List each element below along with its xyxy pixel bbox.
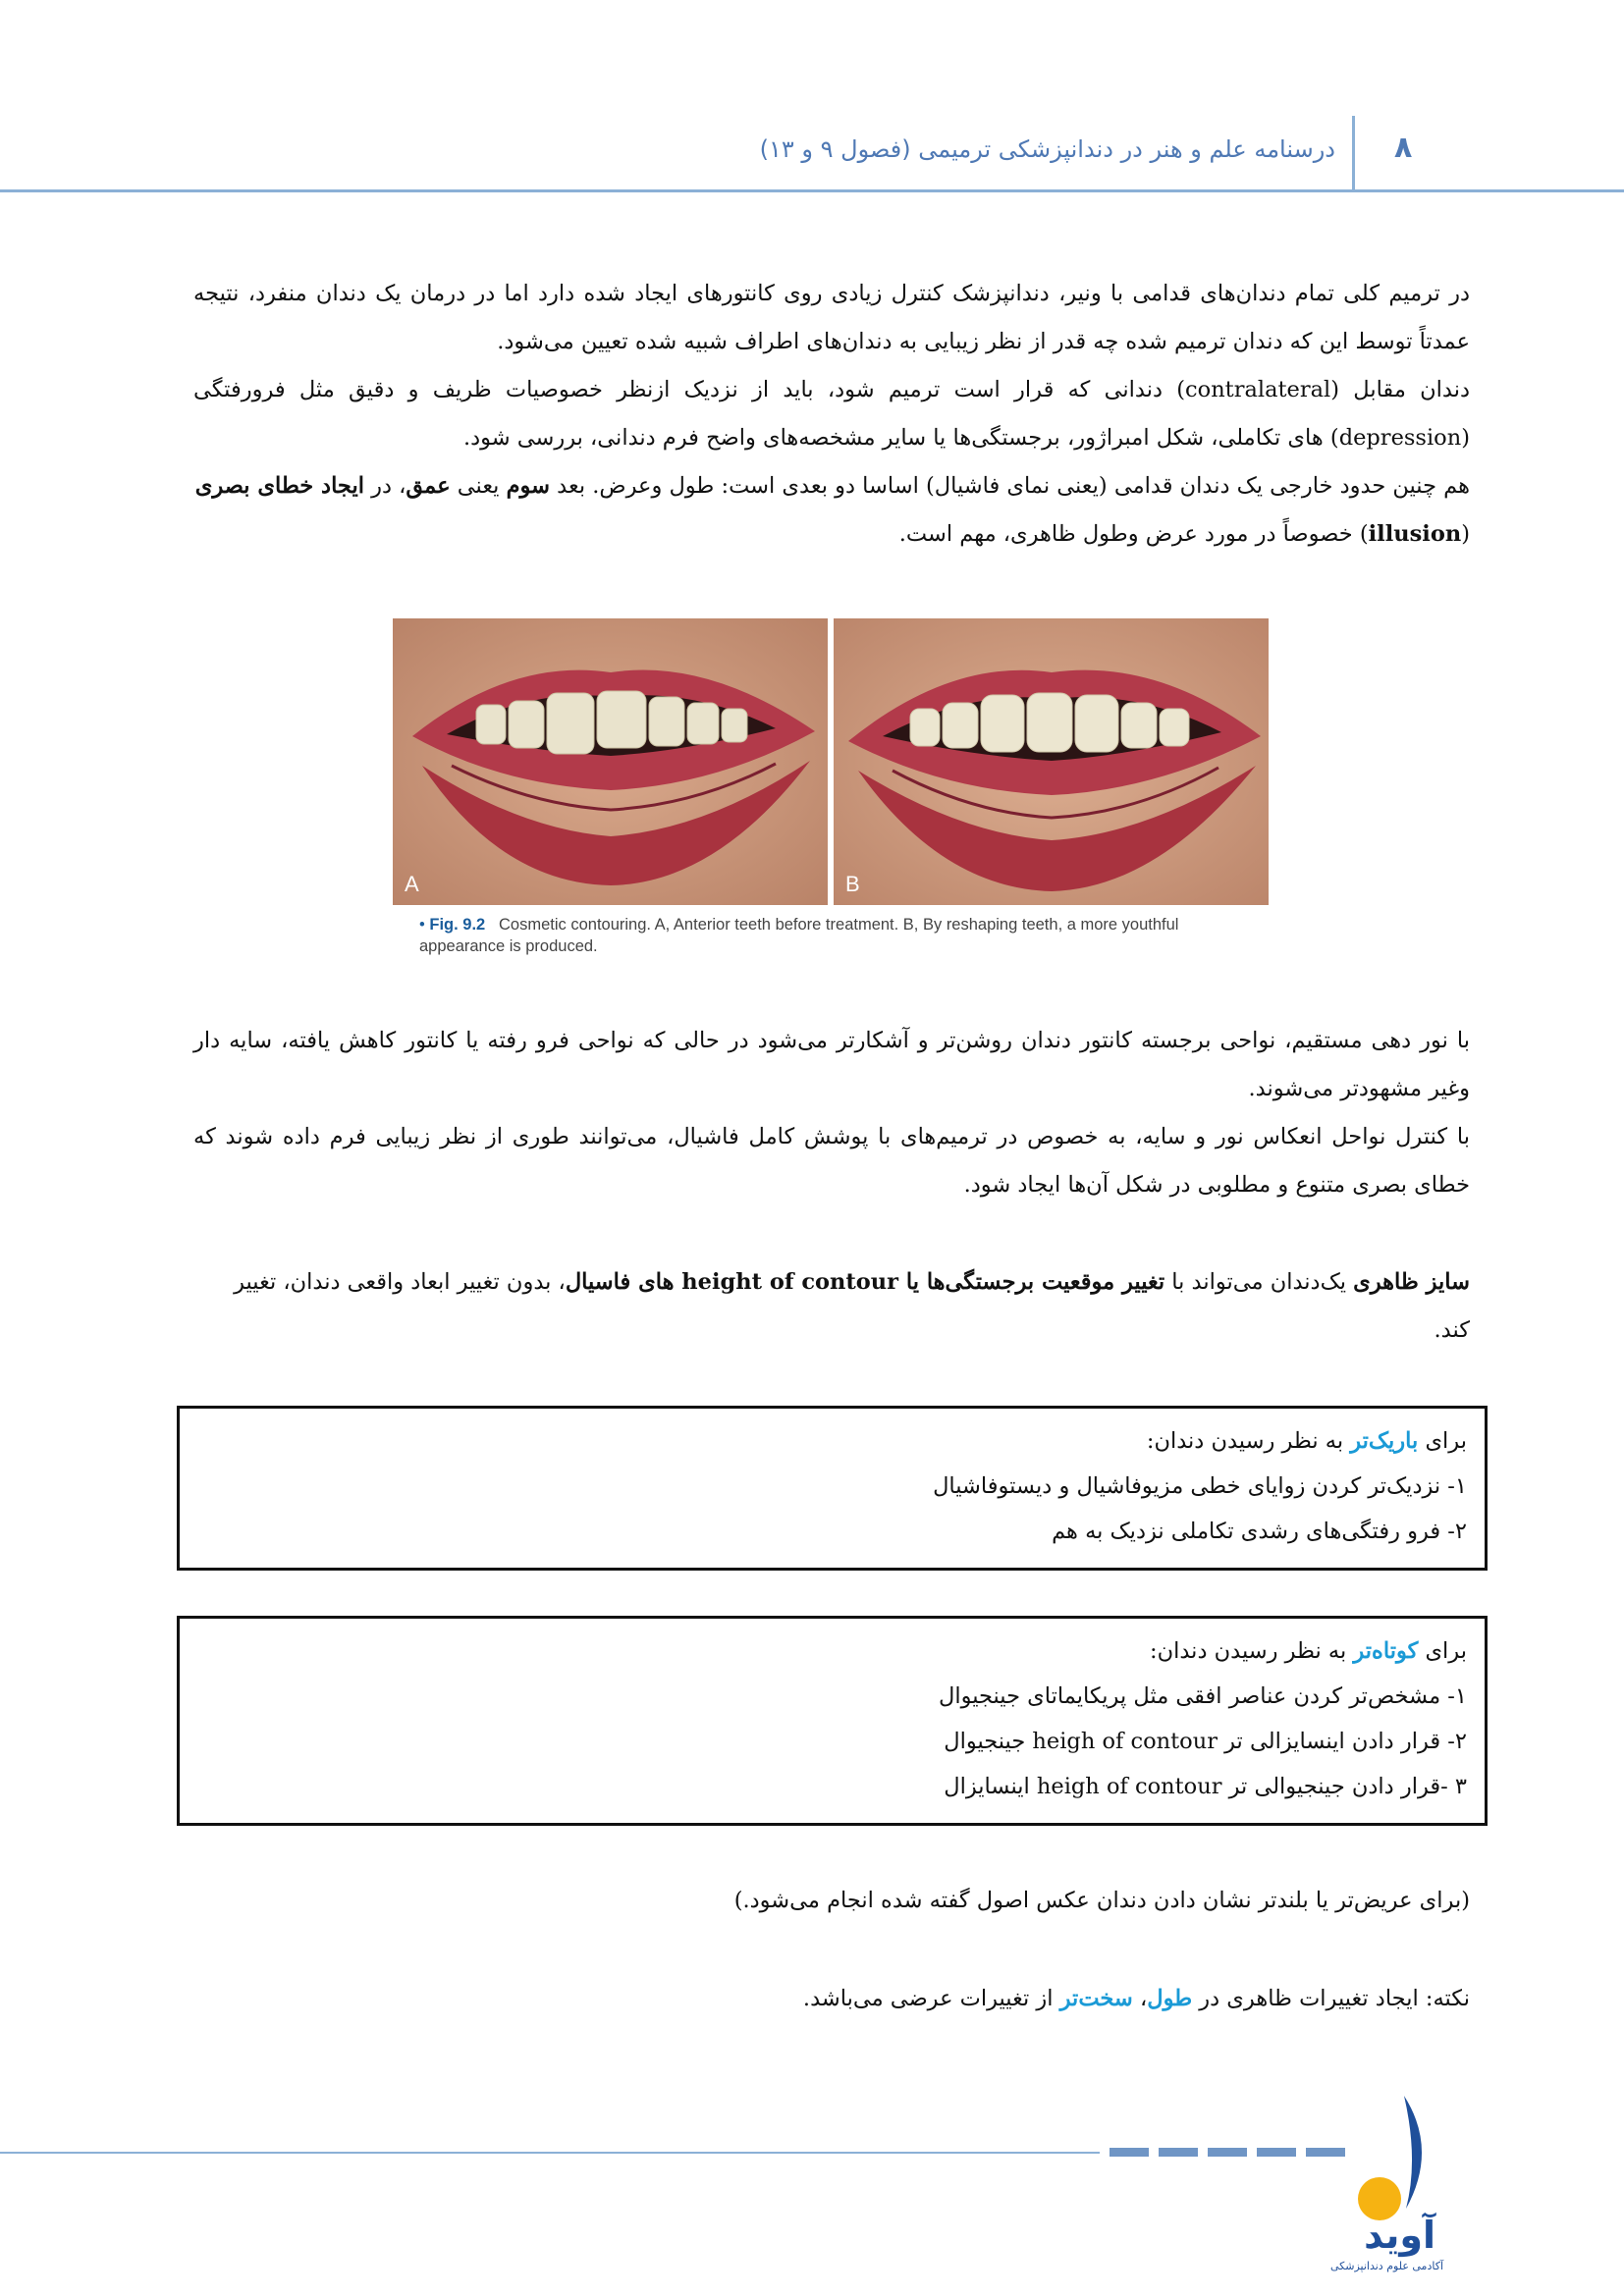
figure-label-a: A <box>405 872 419 896</box>
shorter-heading: برای کوتاه‌تر به نظر رسیدن دندان: <box>1150 1638 1467 1664</box>
figure-photo-before <box>393 618 828 905</box>
figure-number: Fig. 9.2 <box>429 916 486 934</box>
figure-caption-text: Cosmetic contouring. A, Anterior teeth before treatment. B, By reshaping teeth, a more youthful appearance is produced. <box>419 916 1179 955</box>
footer-rule <box>0 2152 1100 2154</box>
intro-paragraph-3: هم چنین حدود خارجی یک دندان قدامی (یعنی نمای فاشیال) اساسا دو بعدی است: طول وعرض. بعد سوم یعنی عمق، در ایجاد خطای بصری (illusion) خصوصاً در مورد عرض وطول ظاهری، مهم است. <box>194 473 1470 547</box>
shorter-item-3: ۳ -قرار دادن جینجیوالی تر heigh of contour اینسایزال <box>944 1774 1467 1799</box>
shorter-item-1: ۱- مشخص‌تر کردن عناصر افقی مثل پریکایماتای جینجیوال <box>938 1683 1467 1709</box>
narrower-item-1: ۱- نزدیک‌تر کردن زوایای خطی مزیوفاشیال و دیستوفاشیال <box>933 1473 1467 1499</box>
footer-dash <box>1306 2148 1345 2157</box>
narrower-box <box>177 1406 1488 1571</box>
page-number: ۸ <box>1394 131 1413 165</box>
size-paragraph: سایز ظاهری یک‌دندان می‌تواند با تغییر موقعیت برجستگی‌ها یا height of contour های فاسیال، بدون تغییر ابعاد واقعی دندان، تغییر کند. <box>234 1269 1470 1343</box>
logo-tagline: آکادمی علوم دندانپزشکی <box>1330 2260 1443 2272</box>
header-title: درسنامه علم و هنر در دندانپزشکی ترمیمی (فصول ۹ و ۱۳) <box>759 135 1335 163</box>
intro-paragraph-1: در ترمیم کلی تمام دندان‌های قدامی با ونیر، دندانپزشک کنترل زیادی روی کانتورهای ایجاد شده دارد اما در درمان یک دندان منفرد، نتیجه عمدتاً توسط این که دندان ترمیم شده چه قدر از نظر زیبایی به دندان‌های اطراف شبیه شده تعیین می‌شود. <box>193 281 1470 354</box>
shorter-box <box>177 1616 1488 1826</box>
header-rule <box>0 189 1624 192</box>
figure-label-b: B <box>845 872 860 896</box>
figure-caption: • Fig. 9.2 Cosmetic contouring. A, Anterior teeth before treatment. B, By reshaping teeth, a more youthful appearance is produced. <box>419 916 1179 955</box>
size-section <box>193 1258 1470 1355</box>
light-section <box>193 1017 1470 1209</box>
note-wider: (برای عریض‌تر یا بلندتر نشان دادن دندان عکس اصول گفته شده انجام می‌شود.) <box>733 1888 1470 1913</box>
intro-section <box>193 270 1470 559</box>
light-paragraph-2: با کنترل نواحل انعکاس نور و سایه، به خصوص در ترمیم‌های با پوشش کامل فاشیال، می‌توانند طوری از نظر زیبایی فرم داده شوند که خطای بصری متنوع و مطلوبی در شکل آن‌ها ایجاد شود. <box>193 1124 1470 1198</box>
figure-photo-after <box>834 618 1269 905</box>
footer-dash <box>1159 2148 1198 2157</box>
footer-dash <box>1208 2148 1247 2157</box>
logo-feather-icon <box>1404 2096 1422 2209</box>
intro-paragraph-2: دندان مقابل (contralateral) دندانی که قرار است ترمیم شود، باید از نزدیک ازنظر خصوصیات ظریف و دقیق مثل فرورفتگی (depression) های تکاملی، شکل امبراژور، برجستگی‌ها یا سایر مشخصه‌های واضح فرم دندانی، بررسی شود. <box>193 377 1470 451</box>
logo-name: آوید <box>1364 2214 1435 2257</box>
narrower-item-2: ۲- فرو رفتگی‌های رشدی تکاملی نزدیک به هم <box>1052 1519 1467 1544</box>
header-divider <box>1352 116 1355 190</box>
light-paragraph-1: با نور دهی مستقیم، نواحی برجسته کانتور دندان روشن‌تر و آشکارتر می‌شود در حالی که نواحی فرو رفته یا کانتور کاهش یافته، سایه دار وغیر مشهودتر می‌شوند. <box>193 1028 1470 1101</box>
narrower-heading: برای باریک‌تر به نظر رسیدن دندان: <box>1146 1428 1467 1454</box>
footer-dash <box>1257 2148 1296 2157</box>
shorter-item-2: ۲- قرار دادن اینسایزالی تر heigh of contour جینجیوال <box>944 1729 1467 1754</box>
note-length: نکته: ایجاد تغییرات ظاهری در طول، سخت‌تر از تغییرات عرضی می‌باشد. <box>802 1986 1470 2011</box>
footer-dash <box>1110 2148 1149 2157</box>
avid-logo <box>1330 2091 1453 2277</box>
